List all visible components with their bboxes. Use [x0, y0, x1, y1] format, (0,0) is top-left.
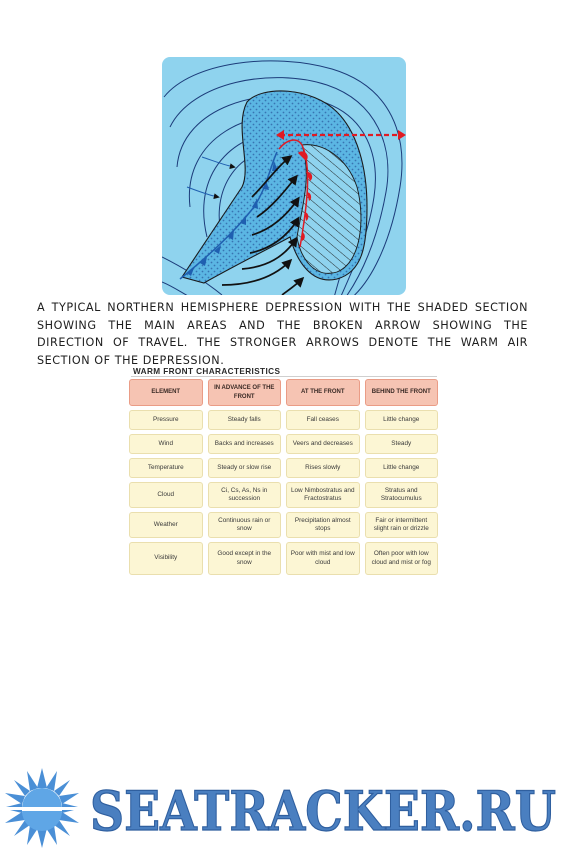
header-behind: BEHIND THE FRONT — [365, 379, 439, 406]
table-row — [129, 410, 438, 430]
table-cell: Little change — [365, 458, 439, 478]
table-row — [129, 512, 438, 538]
figure-caption: A TYPICAL NORTHERN HEMISPHERE DEPRESSION WITH THE SHADED SECTION SHOWING THE MAIN AREAS AND THE BROKEN ARROW SHOWING THE DIRECTION OF TRAVEL. THE STRONGER ARROWS DENOTE THE WARM AIR SECTION OF THE DEPRESSION. — [37, 301, 528, 367]
table-cell: Rises slowly — [286, 458, 360, 478]
table-cell: Steady falls — [208, 410, 282, 430]
table-cell: Wind — [129, 434, 203, 454]
table-cell: Stratus and Stratocumulus — [365, 482, 439, 508]
table-cell: Fall ceases — [286, 410, 360, 430]
table-cell: Ci, Cs, As, Ns in succession — [208, 482, 282, 508]
table-cell: Veers and decreases — [286, 434, 360, 454]
table-cell: Continuous rain or snow — [208, 512, 282, 538]
table-cell: Poor with mist and low cloud — [286, 542, 360, 575]
table-cell: Pressure — [129, 410, 203, 430]
table-cell: Steady or slow rise — [208, 458, 282, 478]
table-cell: Visibility — [129, 542, 203, 575]
table-cell: Often poor with low cloud and mist or fog — [365, 542, 439, 575]
table-cell: Precipitation almost stops — [286, 512, 360, 538]
table-cell: Good except in the snow — [208, 542, 282, 575]
table-cell: Weather — [129, 512, 203, 538]
table-row — [129, 542, 438, 575]
depression-diagram — [162, 57, 406, 295]
header-in-advance: IN ADVANCE OF THE FRONT — [208, 379, 282, 406]
table-cell: Cloud — [129, 482, 203, 508]
table-cell: Steady — [365, 434, 439, 454]
sun-icon — [2, 768, 82, 848]
table-row — [129, 458, 438, 478]
table-cell: Low Nimbostratus and Fractostratus — [286, 482, 360, 508]
table-row — [129, 434, 438, 454]
logo-text: SEATRACKER.RU — [90, 779, 556, 843]
table-cell: Temperature — [129, 458, 203, 478]
site-logo[interactable] — [0, 768, 566, 850]
table-header-row — [129, 379, 438, 406]
table-title: WARM FRONT CHARACTERISTICS — [133, 367, 281, 376]
table-cell: Fair or intermittent slight rain or drizzle — [365, 512, 439, 538]
table-cell: Little change — [365, 410, 439, 430]
header-at-front: AT THE FRONT — [286, 379, 360, 406]
table-title-rule — [131, 376, 437, 377]
table-cell: Backs and increases — [208, 434, 282, 454]
header-element: ELEMENT — [129, 379, 203, 406]
table-row — [129, 482, 438, 508]
warm-front-table — [129, 379, 438, 579]
